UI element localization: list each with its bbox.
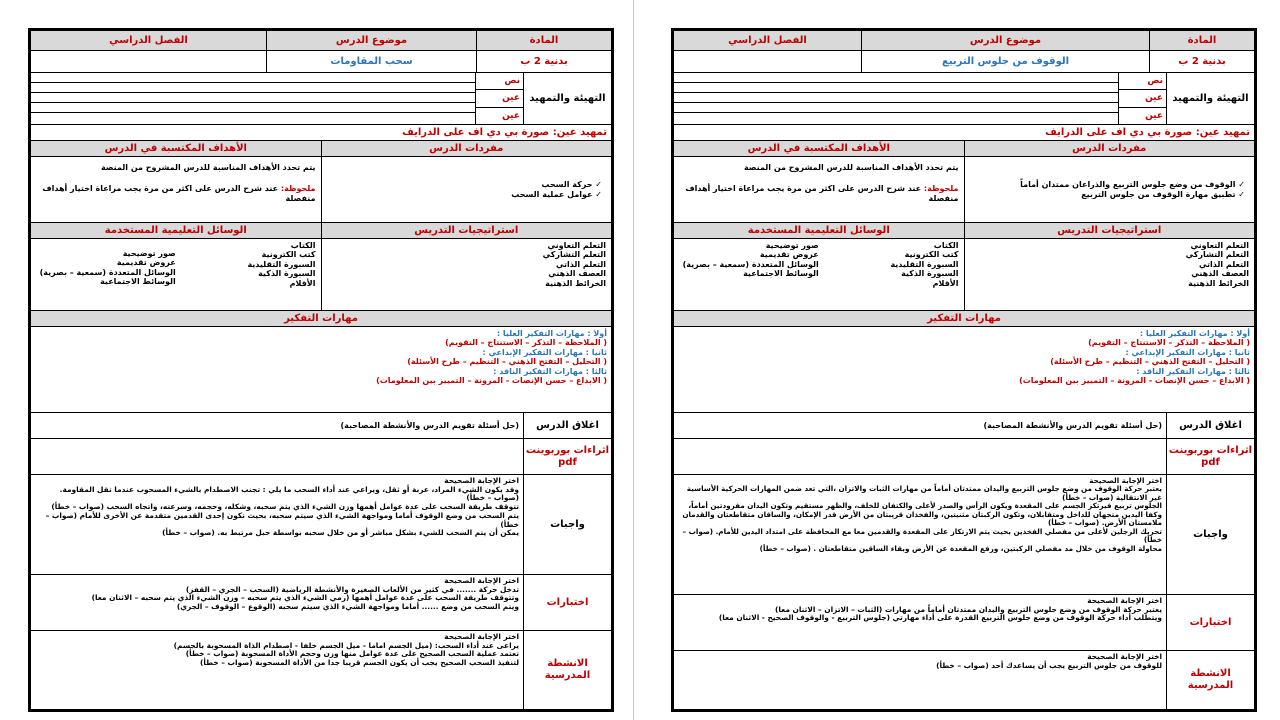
homework-item: محاولة الوقوف من خلال مد مفصلي الركبتين، ورفع المقعدة عن الأرض وبقاء الساقين متقاطعتان . (صواب – خطأ) [759,543,1162,553]
homework-item: يمكن أن يتم السحب للشيء بشكل مباشر أو من خلال سحبه بواسطة حبل مرتبط به. (صواب – خطأ) [162,528,519,538]
lesson-item: ✓ حركة السحب [511,180,602,189]
activities-content [674,651,1166,709]
strategies-header: استراتيجيات التدريس [964,223,1255,238]
test-item: تدخل حركة ....... في كثير من الألعاب الصغيرة والأنشطة الرياضية (السحب – الجري – القفز) [185,584,519,594]
lesson-items-header: مفردات الدرس [321,141,612,156]
warmup-lines [674,73,1118,124]
strategy-item: التعلم التشاركي [1185,250,1249,260]
skills-list-3: ( الابداع – حسن الإنصات - المرونة – التمييز بين المعلومات) [1019,376,1250,386]
choose-heading: اختر الإجابة الصحيحة [1087,652,1162,661]
warmup-codes [1118,73,1166,124]
aid-item: الأقلام [289,278,316,288]
lesson-plan-right [671,28,1257,712]
test-item: ويتطلب أداء حركة الوقوف من وضع جلوس التربيع القدرة على أداء مهارتي (جلوس التربيع - والوقوف الصحيح - الاثنان معا) [718,613,1162,623]
strategy-item: التعلم الذاتي [555,259,606,269]
aid-item: السبورة الذكية [258,269,316,279]
enrichment-content [31,439,523,474]
homework-content [674,475,1166,594]
activities-label: الانشطة المدرسية [523,631,611,709]
strategy-item: التعلم التشاركي [542,250,606,260]
activities-label: الانشطة المدرسية [1166,651,1254,709]
note-label: ملحوظة: [280,184,316,194]
skills-heading-1: أولا : مهارات التفكير العليا : [496,329,607,338]
enrichment-label: اثراءات بوربوينت pdf [523,439,611,474]
thinking-skills-body [31,327,611,412]
aids-list-2 [36,241,176,308]
text-code: نص [1119,73,1166,90]
skills-list-1: ( الملاحظة – التذكر – الاستنتاج – التقويم) [445,338,607,348]
warmup-codes [475,73,523,124]
note-text: عند شرح الدرس على اكثر من مرة يجب مراعاة اختيار أهداف منفصلة [42,184,316,203]
warmup-label: التهيئة والتمهيد [523,73,611,124]
aid-item: صور توضيحية [765,241,819,250]
homework-label: واجبات [523,475,611,574]
strategy-item: الخرائط الذهنية [1188,278,1249,288]
strategy-item: التعلم التعاوني [547,241,606,250]
aids-header: الوسائل التعليمية المستخدمة [674,223,964,238]
activity-item: يراعى عند أداء السحب: (ميل الجسم اماما - ميل الجسم خلفا - اصطدام الذاة المسحوبة بالجسم) [173,640,519,650]
homework-item: تحريك الرجلين لأعلى من مفصلي الفخذين بحيث يتم الارتكاز على المقعدة والقدمين معا مع المحافظة على امتداد اليدين للأمام. (صواب – خطأ) [682,526,1162,545]
choose-heading: اختر الإجابة الصحيحة [1087,596,1162,605]
choose-heading: اختر الإجابة الصحيحة [1089,476,1162,485]
strategy-item: العصف الذهني [548,269,606,279]
skills-heading-1: أولا : مهارات التفكير العليا : [1139,329,1250,338]
grade-value: بدنية 2 ب [476,51,611,72]
activity-item: تعتمد عملية السحب الصحيح على عدة عوامل منها وزن وحجم الأداة المسحوبة (صواب – خطأ) [185,649,519,659]
activity-item: لتنفيذ السحب الصحيح يجب أن يكون الجسم قريبا جدا من الأداة المسحوبة (صواب – خطأ) [200,658,519,668]
lesson-topic-header: موضوع الدرس [861,31,1149,50]
aid-item: الأقلام [932,278,959,288]
aid-item: الوسائل المتعددة (سمعية – بصرية) [39,267,176,277]
homework-item: تتوقف طريقة السحب على عدة عوامل أهمها وزن الشيء الذي يتم سحبه، وشكله، وحجمه، وسرعته، واتجاه السحب (صواب – خطأ) [51,502,519,512]
strategies-header: استراتيجيات التدريس [321,223,612,238]
strategies-list [321,239,612,310]
ayn-code-1: عين [1119,90,1166,107]
subject-header: المادة [476,31,611,50]
tests-content [674,595,1166,650]
tests-label: اختبارات [1166,595,1254,650]
lesson-item: ✓ عوامل عملية السحب [511,190,602,199]
aid-item: عروض تقديمية [759,250,819,260]
objectives-text: يتم تحدد الأهداف المناسبة للدرس المشروح من المنصة [100,163,316,172]
aids-list-1 [819,241,959,308]
aid-item: صور توضيحية [122,249,176,258]
homework-label: واجبات [1166,475,1254,594]
choose-heading: اختر الإجابة الصحيحة [444,576,519,585]
aids-header: الوسائل التعليمية المستخدمة [31,223,321,238]
page-divider [633,0,634,720]
skills-list-3: ( الابداع – حسن الإنصات - المرونة – التمييز بين المعلومات) [376,376,607,386]
intro-text: تمهيد عين: صورة بي دي اف على الدرايف [402,126,607,138]
semester-header: الفصل الدراسي [674,31,861,50]
ayn-code-2: عين [502,110,520,121]
lesson-topic-value: الوقوف من جلوس التربيع [861,51,1149,72]
strategy-item: التعلم الذاتي [1198,259,1249,269]
aid-item: الوسائط الاجتماعية [743,269,819,279]
closing-label: اغلاق الدرس [1166,413,1254,438]
grade-value: بدنية 2 ب [1149,51,1254,72]
aids-list-2 [679,241,819,308]
lesson-topic-header: موضوع الدرس [266,31,476,50]
thinking-skills-header: مهارات التفكير [31,311,611,326]
warmup-label: التهيئة والتمهيد [1166,73,1254,124]
choose-heading: اختر الإجابة الصحيحة [444,476,519,485]
aids-list-1 [176,241,316,308]
lesson-topic-value: سحب المقاومات [266,51,476,72]
closing-label: اغلاق الدرس [523,413,611,438]
closing-text: (حل أسئلة تقويم الدرس والأنشطة المصاحبة) [983,420,1162,430]
skills-heading-2: ثانيا : مهارات التفكير الإبداعي : [1125,347,1250,357]
lesson-item: ✓ تطبيق مهارة الوقوف من جلوس التربيع [1020,190,1245,199]
aid-item: كتب الكترونية [261,250,316,260]
aid-item: السبورة الذكية [901,269,959,279]
aid-item: الوسائط الاجتماعية [100,277,176,287]
objectives-text: يتم تحدد الأهداف المناسبة للدرس المشروح من المنصة [743,163,959,172]
aid-item: الوسائل المتعددة (سمعية – بصرية) [682,259,819,269]
aid-item: كتب الكترونية [904,250,959,260]
lesson-items-list [1020,180,1249,199]
note-text: عند شرح الدرس على اكثر من مرة يجب مراعاة اختيار أهداف منفصلة [685,184,959,203]
aid-item: الكتاب [933,241,959,250]
enrichment-label: اثراءات بوربوينت pdf [1166,439,1254,474]
homework-item: وقد يكون الشيء المراد، عربة أو ثقل، ويراعي عند أداء السحب ما يلي : تجنب الاصطدام بالشيء المسحوب عندما تقل المقاومة. (صواب – خطأ) [59,484,519,503]
subject-header: المادة [1149,31,1254,50]
note-label: ملحوظة: [923,184,959,194]
text-code: نص [476,73,523,90]
activity-item: للوقوف من جلوس التربيع يجب أن يساعدك أحد (صواب – خطأ) [936,660,1162,670]
homework-item: الجلوس تربيع فيرتكز الجسم على المقعدة ويكون الرأس والصدر لأعلى والكتفان للخلف، والظهر مستقيم وتكون اليدان مفرودتين أماماً، وكفا اليدين متجهان للداخل ومتقابلان، وتكون الركبتان مثنيتين، والفخذان قريبتان من الأرض قدر الإمكان، والساقان متقاطعتان والقدمان ملامستان الأرض. (صواب – خطأ) [682,501,1162,528]
lesson-plan-left [28,28,614,712]
closing-text: (حل أسئلة تقويم الدرس والأنشطة المصاحبة) [340,420,519,430]
tests-content [31,575,523,630]
ayn-code-2: عين [1145,110,1163,121]
test-item: وتتوقف طريقة السحب على عدة عوامل أهمها (رمي الشيء الذي يتم سحبه – وزن الشيء الذي يتم سحبه – الاثنان معا) [91,593,519,603]
test-item: يعتبر حركة الوقوف من وضع جلوس التربيع واليدان ممتدتان أماماً من مهارات (الثبات – الاتزان – الاثنان معا) [775,604,1162,614]
homework-item: يعتبر حركة الوقوف من وضع جلوس التربيع واليدان ممتدتان أماماً من مهارات الثبات والاتزان ،التي تعد ضمن المهارات الحركية الأساسية غير الانتقالية (صواب – خطأ) [686,484,1162,502]
activities-content [31,631,523,709]
strategy-item: العصف الذهني [1191,269,1249,279]
test-item: ويتم السحب من وضع ...... أماما ومواجهة الشيء الذي سيتم سحبه (الوقوع – الوقوف – الجري) [176,602,519,612]
enrichment-content [674,439,1166,474]
skills-heading-2: ثانيا : مهارات التفكير الإبداعي : [482,347,607,357]
skills-list-2: ( التحليل – التفتح الذهني – التنظيم – طرح الأسئلة) [407,357,607,367]
objectives-header: الأهداف المكتسبة في الدرس [674,141,964,156]
aid-item: الكتاب [290,241,316,250]
lesson-item: ✓ الوقوف من وضع جلوس التربيع والذراعان ممتدان أماماً [1020,180,1245,189]
semester-value [674,51,861,72]
semester-header: الفصل الدراسي [31,31,266,50]
skills-list-1: ( الملاحظة – التذكر – الاستنتاج – التقويم) [1088,338,1250,348]
skills-heading-3: ثالثا : مهارات التفكير الناقد : [493,366,607,376]
lesson-items-list [511,180,606,199]
ayn-code-1: عين [476,90,523,107]
homework-content [31,475,523,574]
homework-item: يتم السحب من وضع الوقوف أماما ومواجهة الشيء الذي سيتم سحبه، بحيث تكون إحدى القدمين متقدمة عن الأخرى للأمام (صواب – خطأ) [45,510,519,529]
strategies-list [964,239,1255,310]
aid-item: عروض تقديمية [116,258,176,268]
aid-item: السبورة التقليدية [890,259,959,269]
semester-value [31,51,266,72]
objectives-header: الأهداف المكتسبة في الدرس [31,141,321,156]
lesson-items-header: مفردات الدرس [964,141,1255,156]
strategy-item: التعلم التعاوني [1190,241,1249,250]
strategy-item: الخرائط الذهنية [545,278,606,288]
choose-heading: اختر الإجابة الصحيحة [444,632,519,641]
thinking-skills-header: مهارات التفكير [674,311,1254,326]
tests-label: اختبارات [523,575,611,630]
skills-heading-3: ثالثا : مهارات التفكير الناقد : [1136,366,1250,376]
warmup-lines [31,73,475,124]
aid-item: السبورة التقليدية [247,259,316,269]
intro-text: تمهيد عين: صورة بي دي اف على الدرايف [1045,126,1250,138]
skills-list-2: ( التحليل – التفتح الذهني – التنظيم – طرح الأسئلة) [1050,357,1250,367]
thinking-skills-body [674,327,1254,412]
